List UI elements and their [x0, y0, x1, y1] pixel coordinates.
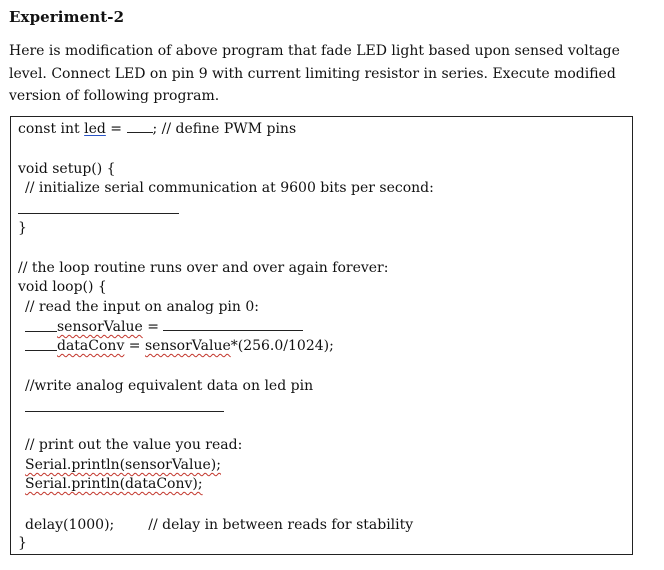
- variable-sensor-value: sensorValue: [57, 319, 143, 335]
- experiment-title: Experiment-2: [9, 8, 125, 26]
- intro-line: Here is modification of above program that fade LED light based upon sensed voltage: [9, 43, 620, 59]
- code-text: =: [142, 319, 164, 335]
- fill-in-blank: [127, 120, 153, 133]
- fill-in-blank-line: [25, 411, 224, 412]
- code-text: delay(1000);: [25, 517, 115, 533]
- code-box: [10, 116, 633, 555]
- code-line-dataconv: [25, 337, 334, 355]
- fill-in-blank: [163, 318, 303, 331]
- fill-in-blank-line: [18, 213, 179, 214]
- fill-in-blank: [25, 319, 57, 331]
- code-line-print-comment: // print out the value you read:: [25, 437, 243, 453]
- code-text: =: [124, 338, 145, 354]
- code-line-setup-open: void setup() {: [18, 161, 116, 177]
- fill-in-blank-line: [25, 350, 57, 351]
- code-line-println-1: Serial.println(sensorValue);: [25, 457, 221, 473]
- fill-in-blank-line: [25, 331, 57, 332]
- code-comment: // delay in between reads for stability: [148, 517, 414, 533]
- code-line-println-2: Serial.println(dataConv);: [25, 476, 203, 492]
- code-line-setup-close: }: [18, 220, 27, 236]
- code-line-read-comment: // read the input on analog pin 0:: [25, 299, 260, 315]
- code-text: const int: [18, 121, 85, 137]
- code-line-loop-close: }: [18, 535, 27, 551]
- code-text: ; // define PWM pins: [152, 121, 297, 137]
- code-line-write-comment: //write analog equivalent data on led pin: [25, 378, 314, 394]
- code-line-const: [18, 120, 296, 138]
- code-line-delay: [25, 516, 413, 534]
- code-line-loop-open: void loop() {: [18, 279, 107, 295]
- intro-paragraph: [9, 40, 649, 108]
- variable-data-conv: dataConv: [57, 338, 125, 354]
- code-line-setup-comment: // initialize serial communication at 9600 bits per second:: [25, 180, 434, 196]
- variable-sensor-value: sensorValue: [145, 338, 231, 354]
- code-line-loop-comment: // the loop routine runs over and over again forever:: [18, 260, 389, 276]
- fill-in-blank: [25, 338, 57, 350]
- code-text: *(256.0/1024);: [230, 338, 334, 354]
- intro-line: level. Connect LED on pin 9 with current limiting resistor in series. Execute modified: [9, 65, 616, 82]
- intro-line: version of following program.: [9, 88, 220, 104]
- code-text: =: [105, 121, 127, 137]
- variable-led: led: [84, 121, 106, 137]
- code-line-sensor: [25, 318, 303, 336]
